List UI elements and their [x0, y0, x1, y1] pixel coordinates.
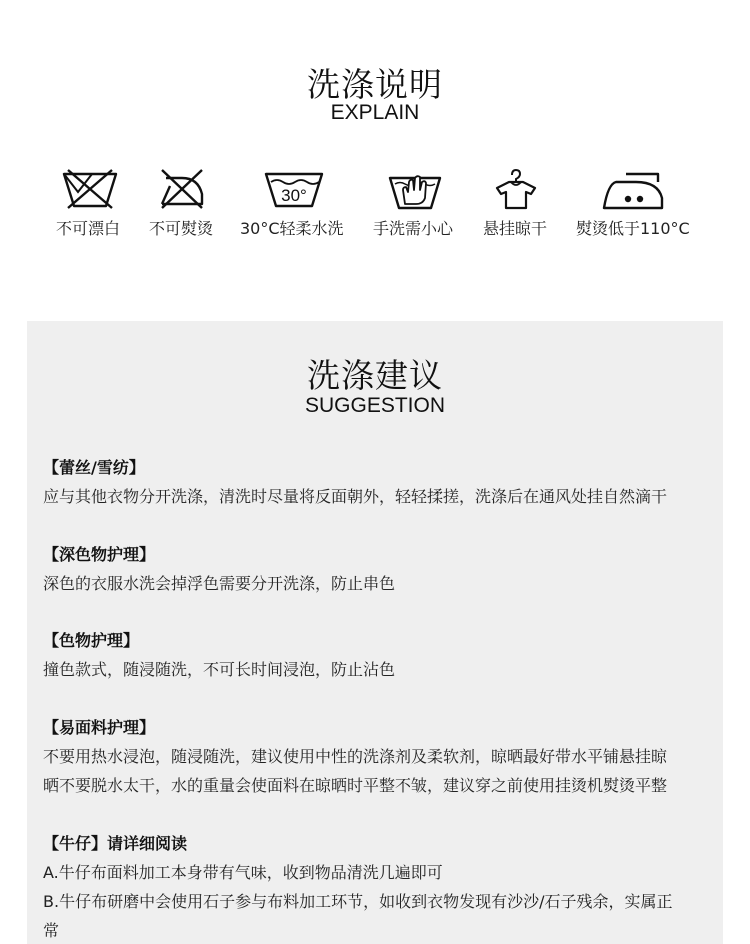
section-color-care — [43, 626, 723, 684]
section-heading: 【牛仔】请详细阅读 — [43, 834, 188, 853]
section-lace-chiffon — [43, 453, 723, 511]
section-heading: 【色物护理】 — [43, 631, 140, 650]
iron-low-icon — [602, 168, 664, 210]
suggestion-title: 洗涤建议 — [307, 356, 443, 395]
section-text: 撞色款式，随浸随洗，不可长时间浸泡，防止沾色 — [43, 660, 396, 679]
explain-subtitle: EXPLAIN — [330, 101, 420, 124]
no-bleach-icon — [62, 168, 118, 210]
hang-dry-icon — [495, 168, 537, 210]
section-denim — [43, 829, 723, 944]
section-text: 不要用热水浸泡，随浸随洗，建议使用中性的洗涤剂及柔软剂，晾晒最好带水平铺悬挂晾 — [43, 747, 668, 766]
section-text: 常 — [43, 921, 60, 940]
wash-30-label: 30°C轻柔水洗 — [240, 219, 344, 238]
section-heading: 【蕾丝/雪纺】 — [43, 458, 145, 477]
wash-temp-label: 30° — [281, 186, 307, 205]
hand-wash-label: 手洗需小心 — [373, 219, 454, 238]
section-text: A.牛仔布面料加工本身带有气味，收到物品清洗几遍即可 — [43, 863, 443, 882]
no-iron-icon — [158, 168, 206, 210]
hand-wash-icon — [388, 168, 442, 210]
wash-30-icon — [264, 168, 324, 210]
section-heading: 【深色物护理】 — [43, 545, 156, 564]
section-text: B.牛仔布研磨中会使用石子参与布料加工环节，如收到衣物发现有沙沙/石子残余，实属正 — [43, 892, 673, 911]
section-text: 应与其他衣物分开洗涤，清洗时尽量将反面朝外，轻轻揉搓，洗涤后在通风处挂自然滴干 — [43, 487, 668, 506]
explain-title: 洗涤说明 — [307, 65, 443, 104]
section-heading: 【易面料护理】 — [43, 718, 156, 737]
suggestion-subtitle: SUGGESTION — [304, 394, 446, 417]
section-dark-care — [43, 540, 723, 598]
no-bleach-label: 不可漂白 — [56, 219, 121, 238]
section-text: 晒不要脱水太干，水的重量会使面料在晾晒时平整不皱，建议穿之前使用挂烫机熨烫平整 — [43, 776, 668, 795]
hang-dry-label: 悬挂晾干 — [483, 219, 548, 238]
section-text: 深色的衣服水洗会掉浮色需要分开洗涤，防止串色 — [43, 574, 396, 593]
iron-low-label: 熨烫低于110°C — [576, 219, 690, 238]
section-fabric-care — [43, 713, 723, 800]
no-iron-label: 不可熨烫 — [149, 219, 214, 238]
